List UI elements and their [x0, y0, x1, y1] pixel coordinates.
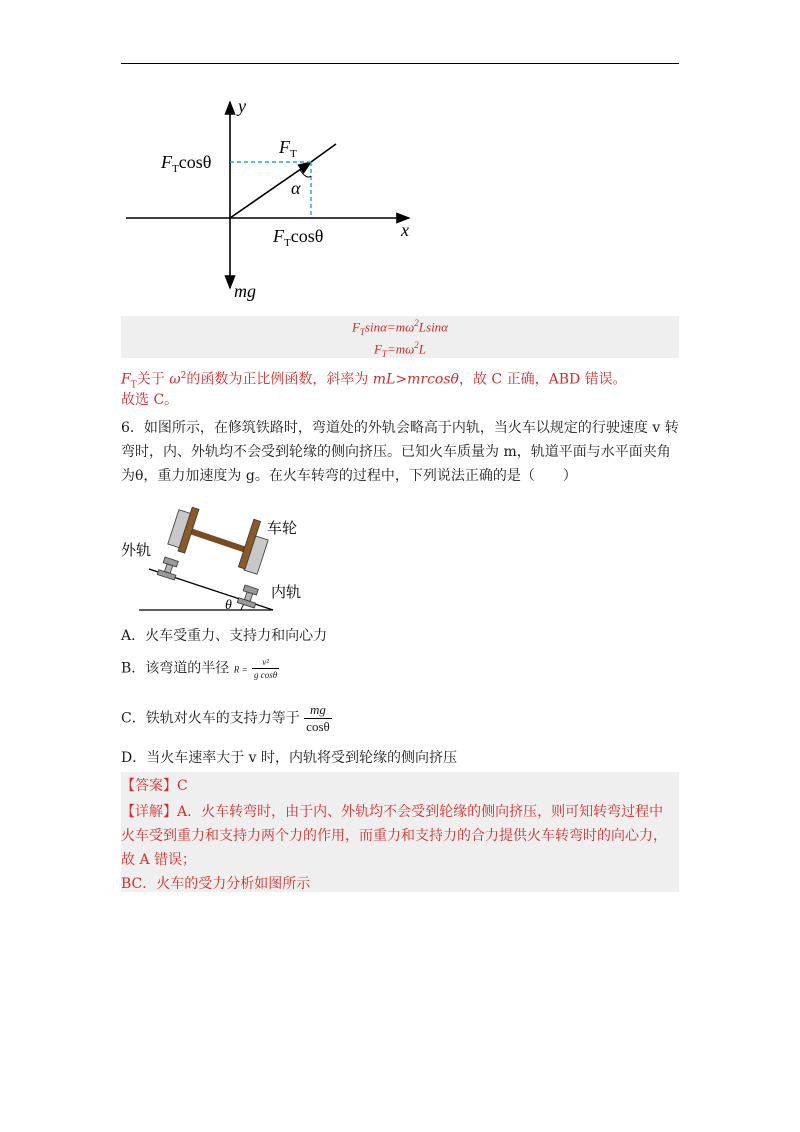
answer-label: 【答案】C [121, 778, 188, 794]
detail-line-1: 【详解】A．火车转弯时，由于内、外轨均不会受到轮缘的侧向挤压，则可知转弯过程中 [121, 804, 664, 820]
option-d: D．当火车速率大于 v 时，内轨将受到轮缘的侧向挤压 [121, 750, 458, 766]
option-b: B．该弯道的半径 R = $\frac{\text{v²}}{\text{g cosθ}}$ [121, 657, 278, 680]
alpha-label: α [291, 178, 301, 198]
inner-rail-label: 内轨 [271, 583, 302, 601]
wheel-label: 车轮 [267, 519, 298, 537]
ftcos-left-label: $F_T\cos\theta$ [161, 152, 212, 175]
option-b-fraction: $\frac{\text{v²}}{\text{g cosθ}}$ [254, 657, 278, 680]
question-6-line-3: 为θ，重力加速度为 g。在火车转弯的过程中，下列说法正确的是（ ） [121, 468, 577, 484]
train-track-figure [121, 505, 321, 620]
analysis-line-2: 故选 C。 [121, 392, 179, 408]
y-label: y [238, 96, 246, 116]
detail-line-2: 火车受到重力和支持力两个力的作用，而重力和支持力的合力提供火车转弯时的向心力， [121, 828, 667, 844]
outer-rail-label: 外轨 [121, 541, 152, 559]
ft-extension [311, 144, 336, 162]
force-diagram [121, 90, 431, 305]
question-6-line-2: 弯时，内、外轨均不会受到轮缘的侧向挤压。已知火车质量为 m，轨道平面与水平面夹角 [121, 444, 671, 460]
detail-line-3: 故 A 错误； [121, 852, 197, 868]
option-c-fraction: $\frac{mg}{\cos\theta}$ [306, 702, 330, 734]
alpha-arc [300, 170, 311, 177]
question-6-line-1: 6．如图所示，在修筑铁路时，弯道处的外轨会略高于内轨，当火车以规定的行驶速度 v 转 [121, 420, 679, 436]
equation-2: $F_T=m\omega^2L$ [373, 340, 427, 359]
detail-line-4: BC．火车的受力分析如图所示 [121, 876, 311, 892]
ftcos-bottom-label: $F_T\cos\theta$ [273, 226, 324, 249]
theta-label: θ [225, 598, 232, 613]
x-label: x [401, 220, 409, 240]
option-a: A．火车受重力、支持力和向心力 [121, 628, 328, 644]
mg-label: mg [234, 281, 256, 301]
header-rule [121, 63, 679, 64]
outer-rail [157, 556, 180, 580]
option-c: C．铁轨对火车的支持力等于 $\frac{mg}{\cos\theta}$ [121, 702, 330, 734]
ft-label: $F_T$ [279, 137, 297, 160]
analysis-line-1: $F_T$关于 $\omega^2$的函数为正比例函数，斜率为 mL>mrcosθ，故 C 正确，ABD 错误。 [121, 371, 627, 391]
equation-1: $F_T\sin\alpha=m\omega^2Lsin\alpha$ [351, 318, 449, 337]
